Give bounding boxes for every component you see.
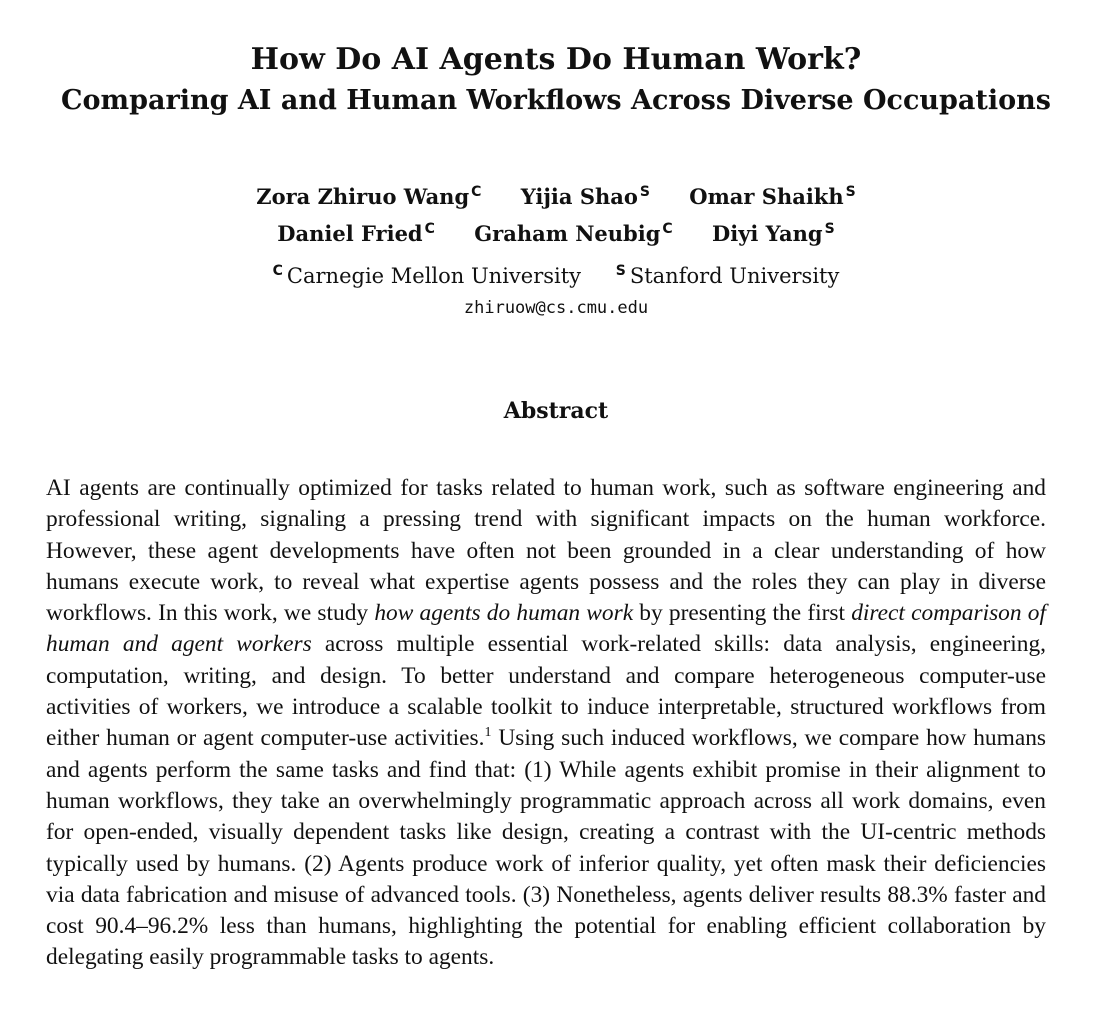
- author-name: Diyi Yang: [712, 221, 823, 246]
- abstract-emphasis: how agents do human work: [374, 600, 634, 627]
- author-row-1: [0, 176, 1112, 213]
- author-name: Yijia Shao: [520, 184, 638, 209]
- author: [521, 176, 650, 213]
- footnote-marker[interactable]: 1: [484, 725, 492, 741]
- abstract-text: Using such induced workflows, we compare how humans and agents perform the same tasks and find that: (1) While agents exhibit promise in their alignment to human workflows, they take an overwhelmingly programmatic approach across all work domains, even for open-ended, visually dependent tasks like design, creating a contrast with the UI-centric methods typically used by humans. (2) Agents produce work of inferior quality, yet often mask their deficiencies via data fabrication and misuse of advanced tools. (3) Nonetheless, agents deliver results 88.3% faster and cost 90.4–96.2% less than humans, highlighting the potential for enabling efficient collaboration by delegating easily programmable tasks to agents.: [46, 725, 1047, 971]
- paper-title: How Do AI Agents Do Human Work?: [250, 42, 862, 77]
- abstract-text: by presenting the first: [633, 600, 852, 627]
- abstract-text: AI agents are continually optimized for tasks related to human work, such as software engineering and professional writing, signaling a pressing trend with significant impacts on the human workforce. However, these agent developments have often not been grounded in a clear understanding of how humans execute work, to reveal what expertise agents possess and the roles they can play in diverse workflows. In this work, we study: [46, 475, 1046, 627]
- author-name: Daniel Fried: [277, 221, 423, 246]
- affiliation-mark: C: [272, 263, 283, 279]
- affiliation: [273, 254, 581, 293]
- author-name: Graham Neubig: [474, 221, 661, 246]
- affiliation-mark: S: [824, 221, 835, 237]
- affiliation-mark: C: [662, 221, 673, 237]
- affiliation-mark: S: [845, 184, 856, 200]
- affiliation-mark: C: [471, 184, 482, 200]
- abstract-emphasis: direct comparison of human and agent workers: [46, 600, 1046, 658]
- author-block: [0, 176, 1112, 323]
- affiliation-name: Stanford University: [629, 264, 840, 288]
- affiliation-mark: C: [424, 221, 435, 237]
- paper-subtitle: Comparing AI and Human Workflows Across Diverse Occupations: [61, 85, 1051, 116]
- affiliation-name: Carnegie Mellon University: [286, 264, 582, 288]
- author-name: Zora Zhiruo Wang: [256, 184, 470, 209]
- author: [712, 213, 835, 250]
- affiliation-mark: S: [639, 184, 650, 200]
- abstract-text: across multiple essential work-related skills: data analysis, engineering, computation, writing, and design. To better understand and compare heterogeneous computer-use activities of workers, we introduce a scalable toolkit to induce interpretable, structured workflows from either human or agent computer-use activities.: [46, 631, 1047, 752]
- author-row-2: [0, 213, 1112, 250]
- affiliation-row: [0, 254, 1112, 293]
- abstract-heading: Abstract: [503, 398, 609, 424]
- author-name: Omar Shaikh: [689, 184, 844, 209]
- author: [277, 213, 435, 250]
- abstract-body: [46, 473, 1046, 974]
- affiliation: [616, 254, 840, 293]
- author: [256, 176, 481, 213]
- author: [689, 176, 855, 213]
- contact-email[interactable]: zhiruow@cs.cmu.edu: [463, 298, 649, 318]
- author: [474, 213, 672, 250]
- affiliation-mark: S: [615, 263, 626, 279]
- title-block: [0, 42, 1112, 118]
